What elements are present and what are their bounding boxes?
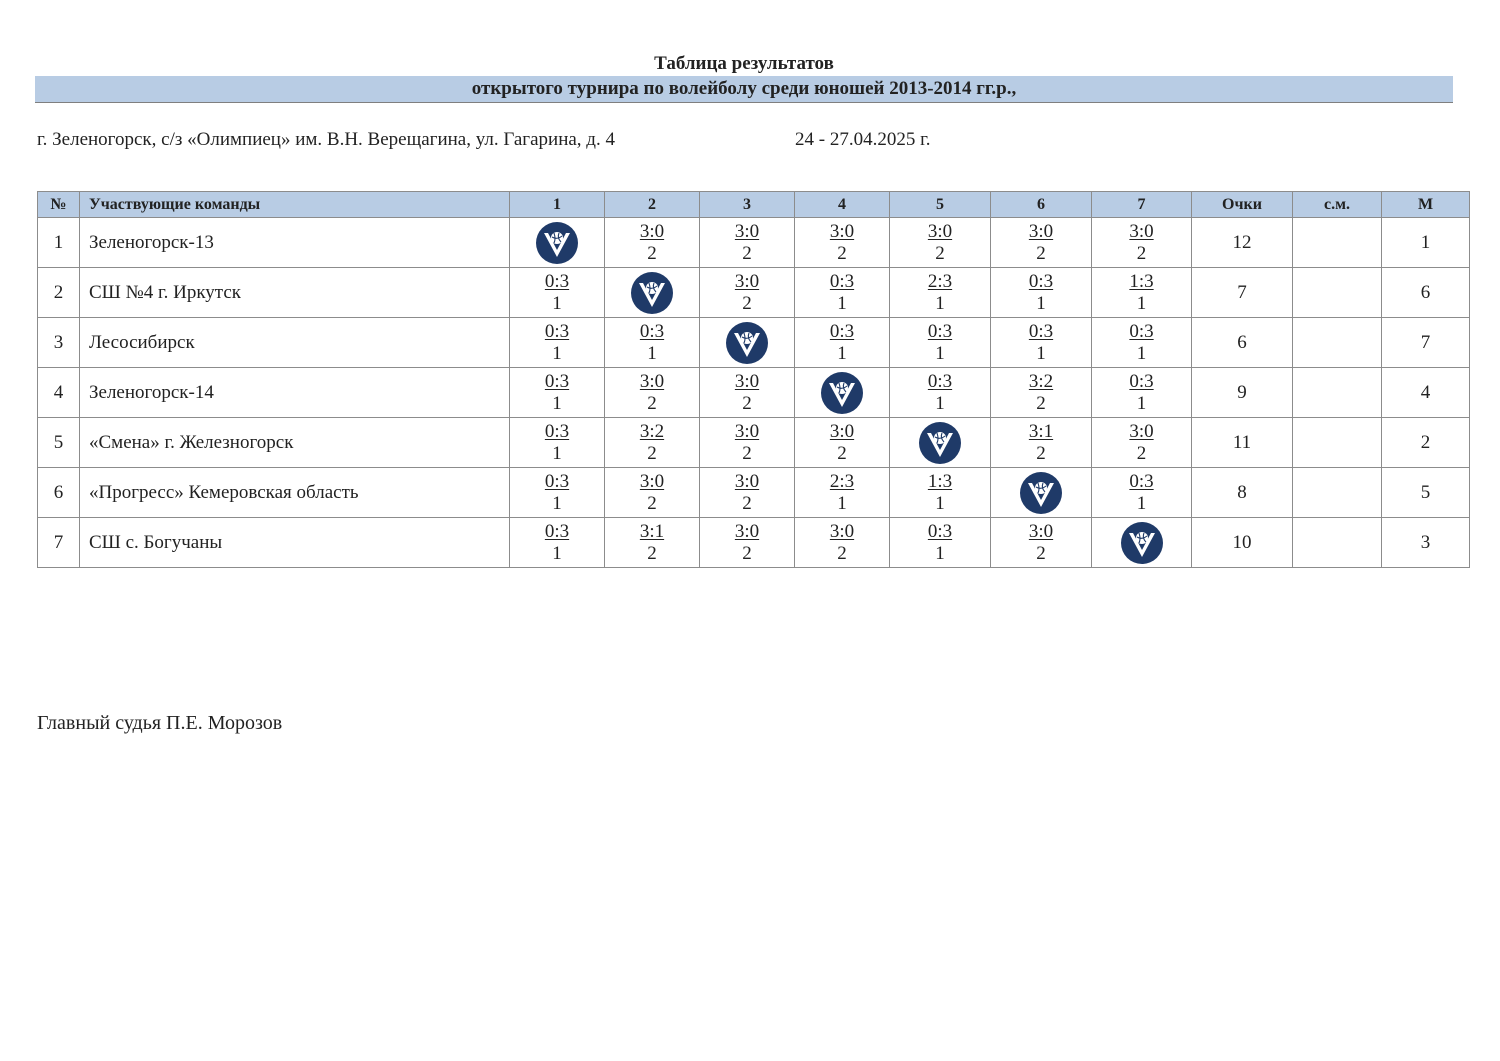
sm-value bbox=[1293, 418, 1382, 468]
match-points: 1 bbox=[1136, 392, 1147, 414]
match-points: 2 bbox=[935, 242, 945, 264]
match-result-cell bbox=[795, 468, 890, 518]
match-result bbox=[735, 521, 759, 565]
set-score: 3:0 bbox=[1028, 520, 1054, 542]
match-result bbox=[545, 421, 569, 465]
diagonal-cell bbox=[1092, 518, 1192, 568]
match-result-cell bbox=[1092, 368, 1192, 418]
match-result-cell bbox=[1092, 468, 1192, 518]
match-points: 1 bbox=[647, 342, 657, 364]
match-points: 2 bbox=[742, 492, 752, 514]
match-result bbox=[830, 221, 854, 265]
table-row bbox=[38, 318, 1470, 368]
match-points: 2 bbox=[837, 442, 847, 464]
header-place: М bbox=[1382, 192, 1470, 218]
set-score: 0:3 bbox=[544, 320, 570, 342]
match-result-cell bbox=[700, 218, 795, 268]
volleyball-logo-icon bbox=[918, 421, 962, 465]
page-title: Таблица результатов bbox=[654, 53, 834, 74]
team-name: Зеленогорск-14 bbox=[80, 368, 510, 418]
total-points: 9 bbox=[1192, 368, 1293, 418]
table-row bbox=[38, 368, 1470, 418]
results-table bbox=[37, 191, 1470, 568]
match-points: 1 bbox=[837, 292, 847, 314]
match-points: 1 bbox=[935, 492, 945, 514]
set-score: 0:3 bbox=[1129, 370, 1154, 392]
match-result-cell bbox=[1092, 318, 1192, 368]
set-score: 0:3 bbox=[829, 320, 855, 342]
set-score: 3:0 bbox=[829, 220, 855, 242]
set-score: 3:0 bbox=[1028, 220, 1054, 242]
set-score: 3:0 bbox=[639, 370, 665, 392]
match-points: 2 bbox=[742, 292, 752, 314]
set-score: 0:3 bbox=[544, 470, 570, 492]
sm-value bbox=[1293, 518, 1382, 568]
row-number: 5 bbox=[38, 418, 80, 468]
match-result-cell bbox=[700, 368, 795, 418]
match-result-cell bbox=[1092, 218, 1192, 268]
set-score: 3:0 bbox=[829, 420, 855, 442]
set-score: 0:3 bbox=[639, 320, 665, 342]
set-score: 3:0 bbox=[829, 520, 855, 542]
team-name: СШ с. Богучаны bbox=[80, 518, 510, 568]
set-score: 3:0 bbox=[639, 220, 665, 242]
venue-text: г. Зеленогорск, с/з «Олимпиец» им. В.Н. Верещагина, ул. Гагарина, д. 4 bbox=[37, 129, 615, 150]
table-row bbox=[38, 518, 1470, 568]
match-points: 1 bbox=[1136, 492, 1147, 514]
match-points: 2 bbox=[742, 242, 752, 264]
header-points: Очки bbox=[1192, 192, 1293, 218]
set-score: 3:0 bbox=[734, 470, 760, 492]
set-score: 0:3 bbox=[544, 520, 570, 542]
match-result bbox=[928, 471, 952, 515]
team-name: «Смена» г. Железногорск bbox=[80, 418, 510, 468]
set-score: 2:3 bbox=[927, 270, 953, 292]
match-points: 2 bbox=[647, 492, 657, 514]
match-result bbox=[640, 321, 664, 365]
volleyball-logo-icon bbox=[535, 221, 579, 265]
set-score: 3:0 bbox=[734, 370, 760, 392]
total-points: 10 bbox=[1192, 518, 1293, 568]
match-result bbox=[545, 471, 569, 515]
match-result-cell bbox=[890, 368, 991, 418]
match-points: 1 bbox=[552, 442, 562, 464]
match-points: 2 bbox=[1036, 442, 1046, 464]
set-score: 3:1 bbox=[1028, 420, 1054, 442]
match-points: 1 bbox=[935, 542, 945, 564]
header-col-6: 6 bbox=[991, 192, 1092, 218]
set-score: 0:3 bbox=[544, 370, 570, 392]
header-col-1: 1 bbox=[510, 192, 605, 218]
match-result-cell bbox=[890, 268, 991, 318]
table-row bbox=[38, 218, 1470, 268]
sm-value bbox=[1293, 368, 1382, 418]
match-result bbox=[1029, 521, 1053, 565]
match-points: 2 bbox=[1036, 392, 1046, 414]
set-score: 0:3 bbox=[927, 320, 953, 342]
set-score: 3:0 bbox=[1129, 420, 1154, 442]
table-row bbox=[38, 468, 1470, 518]
header-col-4: 4 bbox=[795, 192, 890, 218]
diagonal-cell bbox=[510, 218, 605, 268]
match-points: 2 bbox=[742, 442, 752, 464]
match-result bbox=[830, 521, 854, 565]
match-result bbox=[830, 321, 854, 365]
match-result bbox=[640, 371, 664, 415]
match-result-cell bbox=[890, 218, 991, 268]
match-points: 1 bbox=[935, 342, 945, 364]
match-points: 2 bbox=[742, 542, 752, 564]
final-place: 3 bbox=[1382, 518, 1470, 568]
row-number: 4 bbox=[38, 368, 80, 418]
match-result-cell bbox=[991, 518, 1092, 568]
match-result bbox=[735, 421, 759, 465]
match-result bbox=[928, 321, 952, 365]
match-points: 1 bbox=[1036, 342, 1046, 364]
match-points: 2 bbox=[647, 242, 657, 264]
chief-judge: Главный судья П.Е. Морозов bbox=[37, 712, 283, 734]
match-result bbox=[1129, 371, 1153, 415]
match-result-cell bbox=[510, 418, 605, 468]
match-points: 2 bbox=[837, 242, 847, 264]
header-col-3: 3 bbox=[700, 192, 795, 218]
match-result-cell bbox=[700, 418, 795, 468]
match-result bbox=[735, 471, 759, 515]
match-result bbox=[928, 521, 952, 565]
match-result bbox=[545, 371, 569, 415]
total-points: 8 bbox=[1192, 468, 1293, 518]
set-score: 3:1 bbox=[639, 520, 665, 542]
match-result-cell bbox=[795, 418, 890, 468]
match-points: 2 bbox=[1136, 442, 1147, 464]
final-place: 7 bbox=[1382, 318, 1470, 368]
total-points: 6 bbox=[1192, 318, 1293, 368]
match-points: 1 bbox=[837, 342, 847, 364]
match-points: 1 bbox=[552, 342, 562, 364]
match-result-cell bbox=[890, 518, 991, 568]
set-score: 3:0 bbox=[1129, 220, 1154, 242]
match-result bbox=[830, 471, 854, 515]
set-score: 3:0 bbox=[639, 470, 665, 492]
header-col-7: 7 bbox=[1092, 192, 1192, 218]
match-result bbox=[735, 221, 759, 265]
match-result-cell bbox=[1092, 418, 1192, 468]
diagonal-cell bbox=[700, 318, 795, 368]
match-result-cell bbox=[1092, 268, 1192, 318]
set-score: 0:3 bbox=[1129, 470, 1154, 492]
match-points: 1 bbox=[1036, 292, 1046, 314]
match-result-cell bbox=[605, 218, 700, 268]
match-result-cell bbox=[890, 318, 991, 368]
set-score: 0:3 bbox=[1129, 320, 1154, 342]
team-name: Зеленогорск-13 bbox=[80, 218, 510, 268]
match-result bbox=[640, 221, 664, 265]
match-points: 1 bbox=[935, 392, 945, 414]
match-result-cell bbox=[890, 468, 991, 518]
match-points: 1 bbox=[1136, 292, 1147, 314]
match-result bbox=[1129, 471, 1153, 515]
set-score: 0:3 bbox=[544, 270, 570, 292]
match-result-cell bbox=[991, 368, 1092, 418]
sm-value bbox=[1293, 468, 1382, 518]
final-place: 5 bbox=[1382, 468, 1470, 518]
match-result bbox=[545, 321, 569, 365]
row-number: 3 bbox=[38, 318, 80, 368]
match-points: 2 bbox=[647, 442, 657, 464]
match-points: 1 bbox=[837, 492, 847, 514]
match-result bbox=[830, 271, 854, 315]
header-team: Участвующие команды bbox=[80, 192, 510, 218]
match-points: 1 bbox=[552, 292, 562, 314]
match-points: 2 bbox=[647, 542, 657, 564]
match-result bbox=[1129, 271, 1153, 315]
set-score: 3:0 bbox=[734, 220, 760, 242]
match-result-cell bbox=[795, 268, 890, 318]
match-result bbox=[640, 471, 664, 515]
diagonal-cell bbox=[605, 268, 700, 318]
match-result-cell bbox=[510, 318, 605, 368]
row-number: 6 bbox=[38, 468, 80, 518]
match-result-cell bbox=[700, 518, 795, 568]
set-score: 1:3 bbox=[927, 470, 953, 492]
match-points: 2 bbox=[1036, 542, 1046, 564]
row-number: 2 bbox=[38, 268, 80, 318]
table-row bbox=[38, 418, 1470, 468]
match-result-cell bbox=[605, 318, 700, 368]
header-col-5: 5 bbox=[890, 192, 991, 218]
diagonal-cell bbox=[991, 468, 1092, 518]
match-result bbox=[1029, 321, 1053, 365]
match-points: 2 bbox=[1036, 242, 1046, 264]
set-score: 0:3 bbox=[927, 520, 953, 542]
match-result bbox=[640, 421, 664, 465]
set-score: 3:0 bbox=[734, 520, 760, 542]
final-place: 2 bbox=[1382, 418, 1470, 468]
set-score: 0:3 bbox=[927, 370, 953, 392]
diagonal-cell bbox=[795, 368, 890, 418]
row-number: 1 bbox=[38, 218, 80, 268]
set-score: 3:0 bbox=[734, 420, 760, 442]
match-points: 1 bbox=[1136, 342, 1147, 364]
set-score: 3:2 bbox=[639, 420, 665, 442]
header-num: № bbox=[38, 192, 80, 218]
match-result-cell bbox=[510, 368, 605, 418]
match-result bbox=[1129, 221, 1153, 265]
set-score: 3:0 bbox=[927, 220, 953, 242]
match-result bbox=[545, 521, 569, 565]
dates-text: 24 - 27.04.2025 г. bbox=[795, 129, 931, 150]
match-result-cell bbox=[605, 518, 700, 568]
match-result bbox=[928, 221, 952, 265]
match-points: 2 bbox=[837, 542, 847, 564]
match-result-cell bbox=[510, 468, 605, 518]
match-result bbox=[735, 271, 759, 315]
match-result-cell bbox=[510, 518, 605, 568]
match-result-cell bbox=[510, 268, 605, 318]
header-col-2: 2 bbox=[605, 192, 700, 218]
match-result-cell bbox=[795, 318, 890, 368]
total-points: 7 bbox=[1192, 268, 1293, 318]
team-name: «Прогресс» Кемеровская область bbox=[80, 468, 510, 518]
sm-value bbox=[1293, 268, 1382, 318]
match-result-cell bbox=[700, 468, 795, 518]
match-result-cell bbox=[991, 318, 1092, 368]
set-score: 3:2 bbox=[1028, 370, 1054, 392]
set-score: 3:0 bbox=[734, 270, 760, 292]
match-result-cell bbox=[605, 468, 700, 518]
match-points: 1 bbox=[552, 542, 562, 564]
final-place: 6 bbox=[1382, 268, 1470, 318]
match-result bbox=[928, 371, 952, 415]
match-result-cell bbox=[795, 518, 890, 568]
volleyball-logo-icon bbox=[1120, 521, 1164, 565]
set-score: 0:3 bbox=[1028, 320, 1054, 342]
volleyball-logo-icon bbox=[725, 321, 769, 365]
row-number: 7 bbox=[38, 518, 80, 568]
header-sm: с.м. bbox=[1293, 192, 1382, 218]
match-result-cell bbox=[605, 418, 700, 468]
volleyball-logo-icon bbox=[820, 371, 864, 415]
match-result-cell bbox=[700, 268, 795, 318]
page-subtitle: открытого турнира по волейболу среди юношей 2013-2014 гг.р., bbox=[35, 76, 1453, 103]
final-place: 1 bbox=[1382, 218, 1470, 268]
match-result bbox=[1129, 421, 1153, 465]
match-points: 2 bbox=[1136, 242, 1147, 264]
match-points: 1 bbox=[935, 292, 945, 314]
results-body bbox=[38, 218, 1470, 568]
total-points: 11 bbox=[1192, 418, 1293, 468]
set-score: 0:3 bbox=[829, 270, 855, 292]
match-points: 2 bbox=[742, 392, 752, 414]
match-result-cell bbox=[991, 218, 1092, 268]
table-row bbox=[38, 268, 1470, 318]
match-result bbox=[545, 271, 569, 315]
diagonal-cell bbox=[890, 418, 991, 468]
match-result bbox=[1029, 271, 1053, 315]
total-points: 12 bbox=[1192, 218, 1293, 268]
set-score: 0:3 bbox=[544, 420, 570, 442]
match-result-cell bbox=[991, 418, 1092, 468]
match-result bbox=[735, 371, 759, 415]
match-result bbox=[1029, 421, 1053, 465]
match-points: 1 bbox=[552, 492, 562, 514]
match-result bbox=[1029, 221, 1053, 265]
match-result bbox=[640, 521, 664, 565]
set-score: 0:3 bbox=[1028, 270, 1054, 292]
sm-value bbox=[1293, 218, 1382, 268]
set-score: 2:3 bbox=[829, 470, 855, 492]
match-result bbox=[1129, 321, 1153, 365]
match-result-cell bbox=[991, 268, 1092, 318]
match-result bbox=[1029, 371, 1053, 415]
match-result bbox=[928, 271, 952, 315]
final-place: 4 bbox=[1382, 368, 1470, 418]
sm-value bbox=[1293, 318, 1382, 368]
match-result-cell bbox=[795, 218, 890, 268]
volleyball-logo-icon bbox=[1019, 471, 1063, 515]
team-name: СШ №4 г. Иркутск bbox=[80, 268, 510, 318]
set-score: 1:3 bbox=[1129, 270, 1154, 292]
table-header-row bbox=[38, 192, 1470, 218]
match-result bbox=[830, 421, 854, 465]
match-result-cell bbox=[605, 368, 700, 418]
volleyball-logo-icon bbox=[630, 271, 674, 315]
match-points: 2 bbox=[647, 392, 657, 414]
match-points: 1 bbox=[552, 392, 562, 414]
team-name: Лесосибирск bbox=[80, 318, 510, 368]
